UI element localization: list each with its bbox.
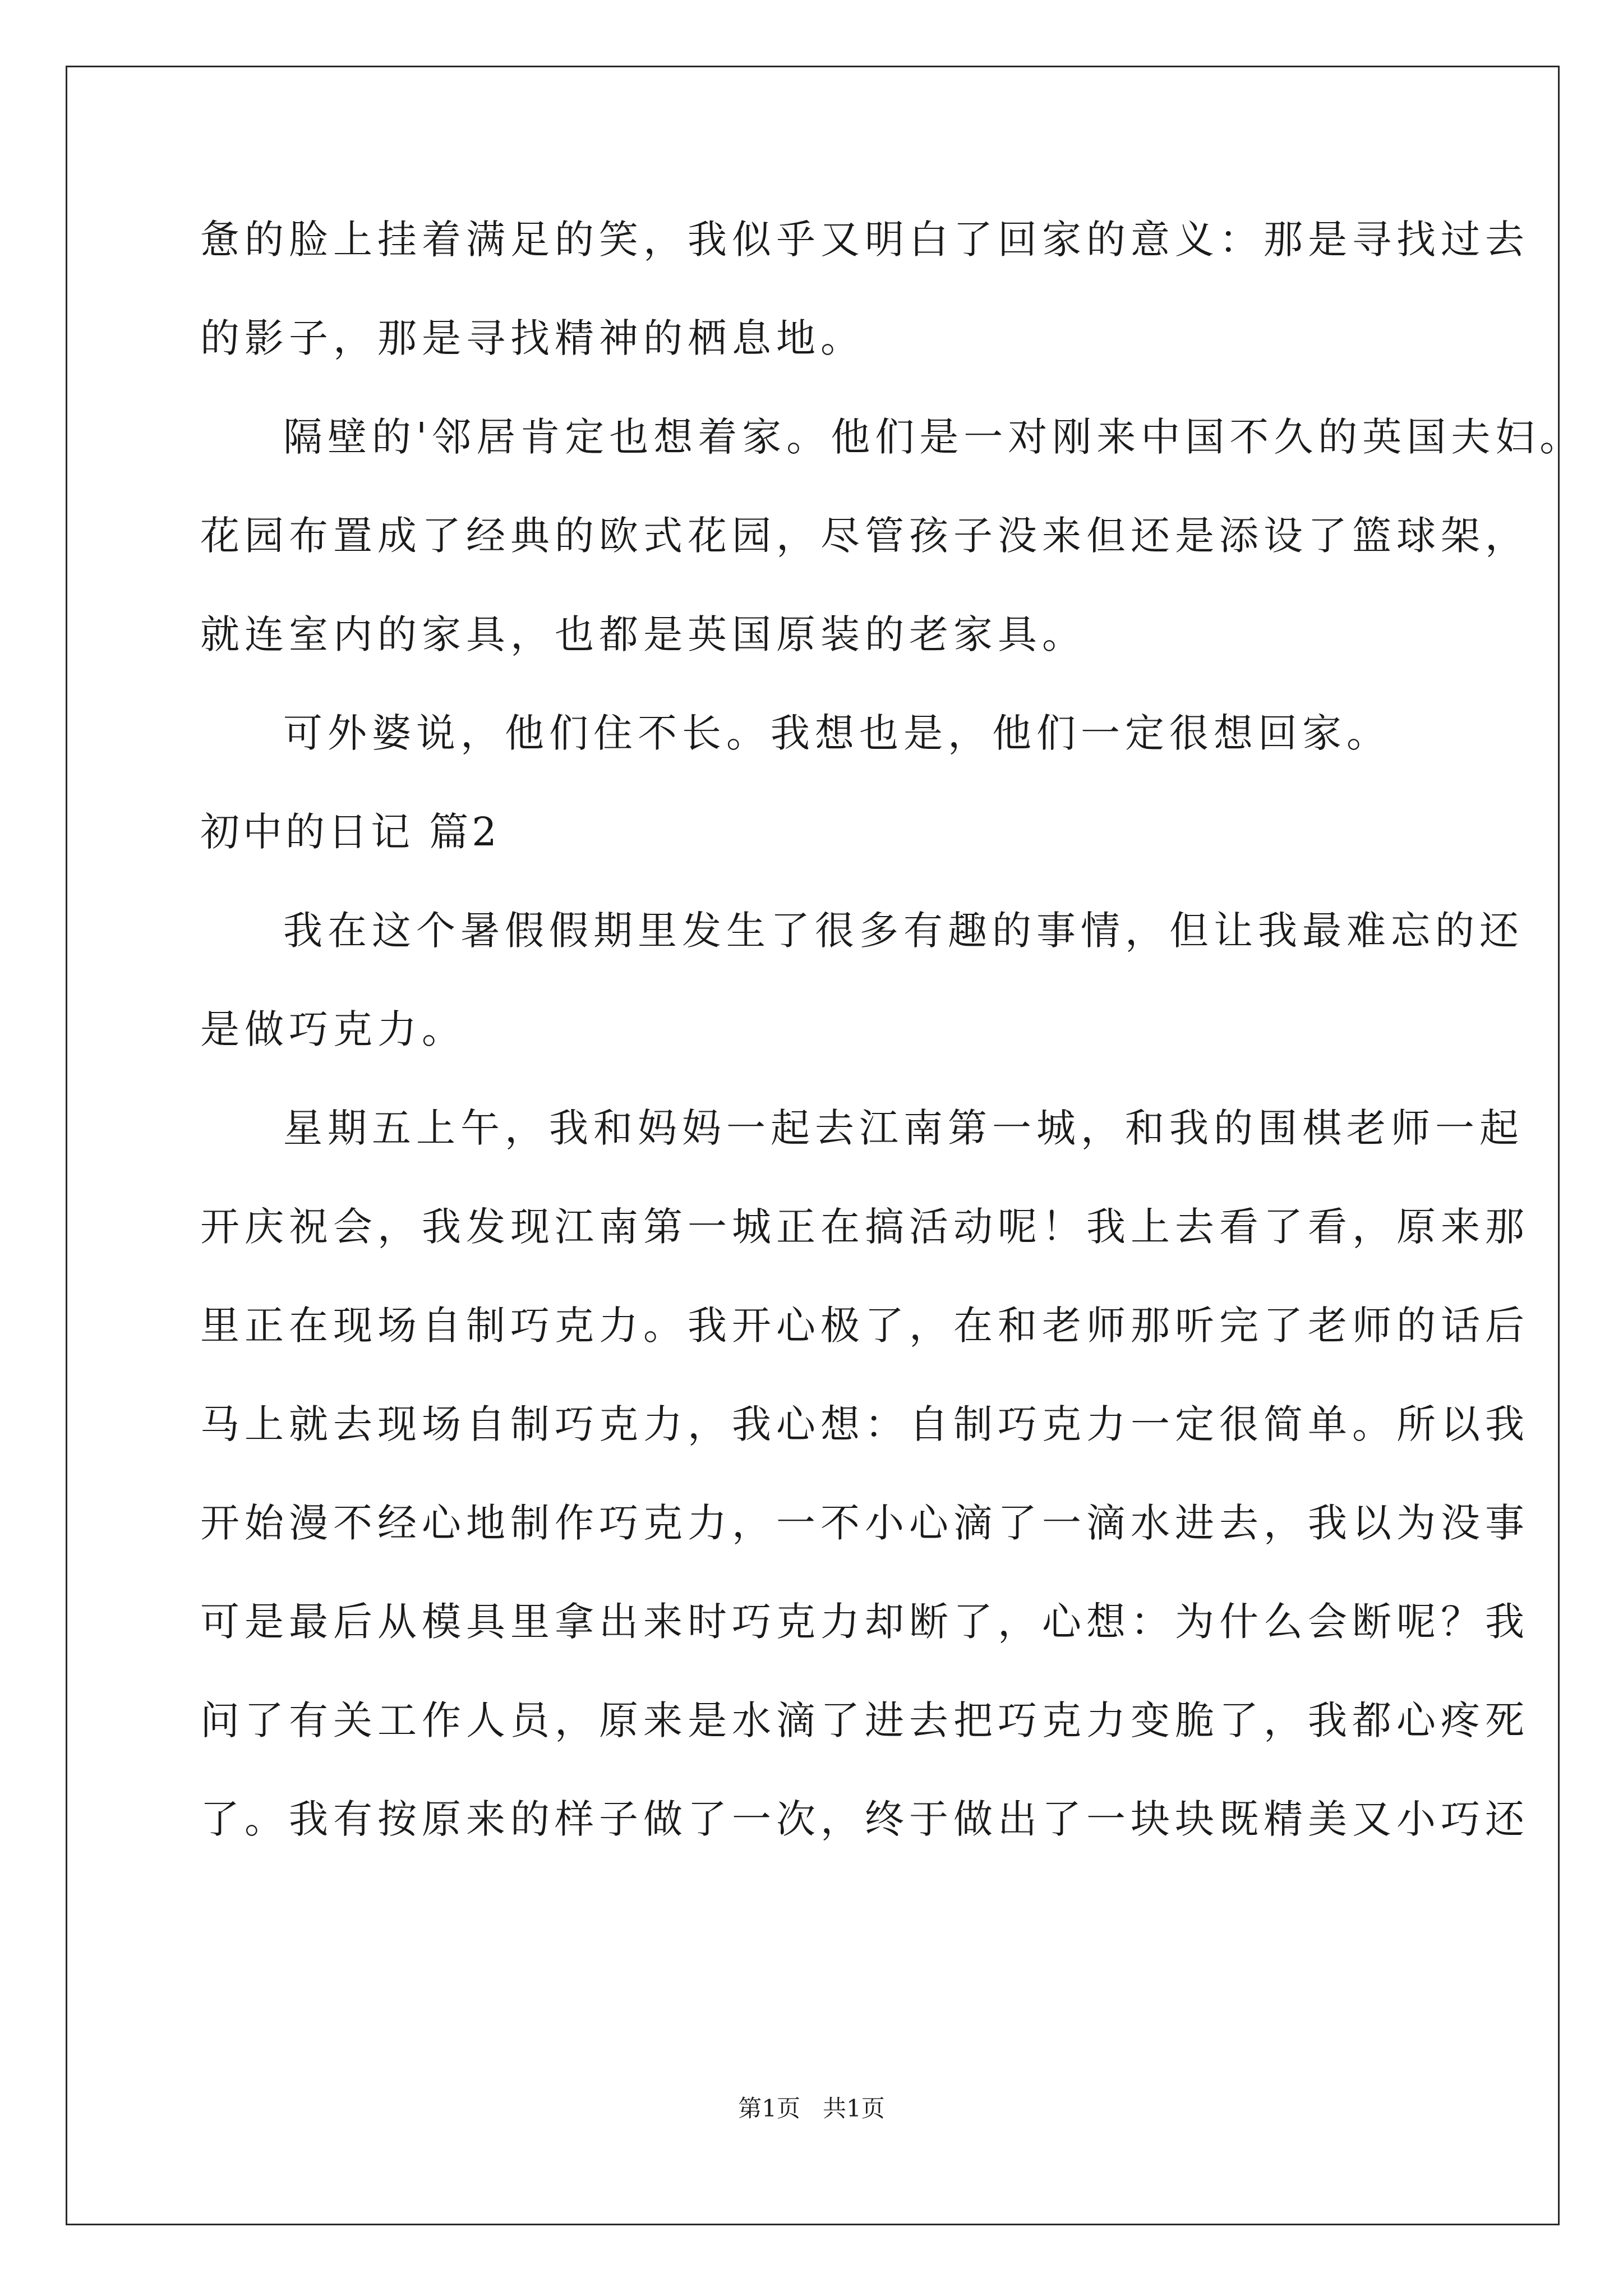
paragraph-line: 了。我有按原来的样子做了一次，终于做出了一块块既精美又小巧还	[200, 1796, 1529, 1842]
document-body	[200, 213, 1584, 1846]
paragraph-line: 就连室内的家具，也都是英国原装的老家具。	[200, 611, 1086, 657]
footer-spacer	[800, 2095, 823, 2122]
paragraph-line: 里正在现场自制巧克力。我开心极了，在和老师那听完了老师的话后	[200, 1303, 1529, 1349]
paragraph-line: 我在这个暑假假期里发生了很多有趣的事情，但让我最难忘的还	[283, 908, 1524, 954]
paragraph-line: 马上就去现场自制巧克力，我心想：自制巧克力一定很简单。所以我	[200, 1401, 1529, 1447]
paragraph-line: 星期五上午，我和妈妈一起去江南第一城，和我的围棋老师一起	[283, 1105, 1524, 1151]
section-heading: 初中的日记 篇2	[200, 809, 500, 855]
page-total: 共1页	[823, 2095, 885, 2122]
paragraph-line: 开庆祝会，我发现江南第一城正在搞活动呢！我上去看了看，原来那	[200, 1204, 1529, 1250]
paragraph-line: 问了有关工作人员，原来是水滴了进去把巧克力变脆了，我都心疼死	[200, 1697, 1529, 1743]
paragraph-line: 惫的脸上挂着满足的笑，我似乎又明白了回家的意义：那是寻找过去	[200, 217, 1529, 263]
paragraph-line: 可是最后从模具里拿出来时巧克力却断了，心想：为什么会断呢？我	[200, 1599, 1529, 1645]
paragraph-line: 可外婆说，他们住不长。我想也是，他们一定很想回家。	[283, 710, 1391, 756]
paragraph-line: 是做巧克力。	[200, 1006, 466, 1052]
paragraph-line: 隔壁的'邻居肯定也想着家。他们是一对刚来中国不久的英国夫妇。	[283, 414, 1584, 460]
paragraph-line: 花园布置成了经典的欧式花园，尽管孩子没来但还是添设了篮球架，	[200, 513, 1529, 559]
page-number: 第1页	[738, 2095, 800, 2122]
page-footer	[0, 2095, 1623, 2123]
paragraph-line: 开始漫不经心地制作巧克力，一不小心滴了一滴水进去，我以为没事	[200, 1500, 1529, 1546]
paragraph-line: 的影子，那是寻找精神的栖息地。	[200, 315, 865, 361]
